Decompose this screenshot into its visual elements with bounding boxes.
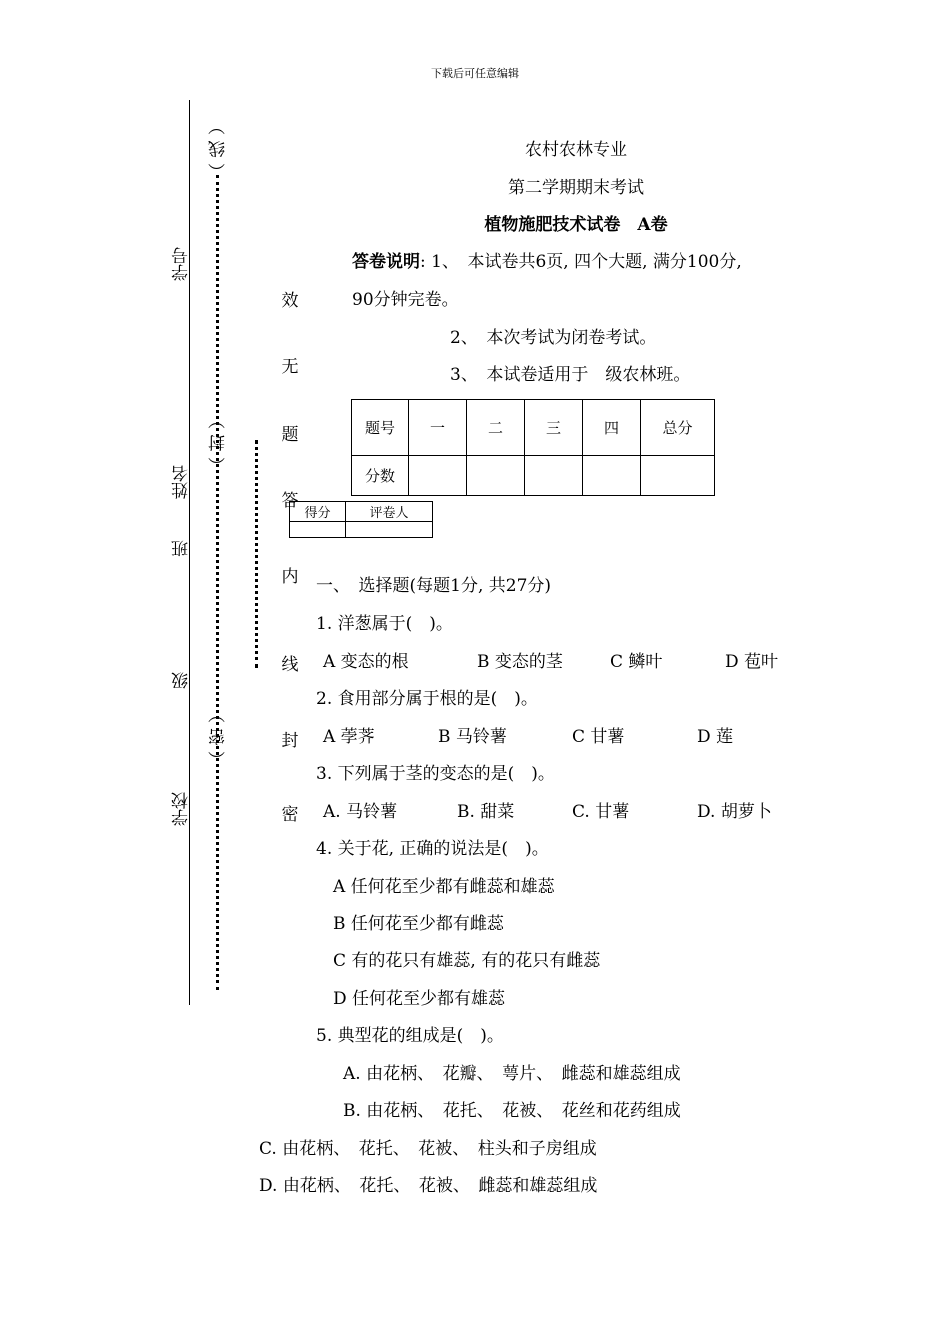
question-option: C. 甘薯 xyxy=(572,802,630,822)
grade-label: 级 xyxy=(172,672,192,689)
question-stem: 2. 食用部分属于根的是( )。 xyxy=(316,689,538,709)
mark-seal: （ 封 ） xyxy=(209,412,229,474)
score-header-cell: 三 xyxy=(525,400,583,456)
score-cell xyxy=(583,456,641,496)
question-option: D 苞叶 xyxy=(725,652,779,672)
question-option: A 变态的根 xyxy=(323,652,409,672)
question-option: A. 马铃薯 xyxy=(323,802,398,822)
score-table xyxy=(351,399,715,496)
warning-char: 题 xyxy=(281,425,299,445)
header-line1: 农村农林专业 xyxy=(525,140,627,160)
question-option: B. 由花柄、 花托、 花被、 花丝和花药组成 xyxy=(343,1101,681,1121)
question-option: B 马铃薯 xyxy=(438,727,507,747)
grader-cell xyxy=(346,522,433,538)
inner-dotted-line xyxy=(255,440,258,668)
question-option: D 任何花至少都有雄蕊 xyxy=(333,989,506,1009)
question-stem: 1. 洋葱属于( )。 xyxy=(316,614,453,634)
warning-char: 无 xyxy=(281,357,299,377)
question-option: D. 由花柄、 花托、 花被、 雌蕊和雄蕊组成 xyxy=(259,1176,598,1196)
watermark: 下载后可任意编辑 xyxy=(431,67,519,80)
score-header-cell: 四 xyxy=(583,400,641,456)
warning-char: 答 xyxy=(281,491,299,511)
warning-char: 内 xyxy=(281,567,299,587)
section-title: 一、 选择题(每题1分, 共27分) xyxy=(316,576,552,596)
score-header-cell: 总分 xyxy=(641,400,715,456)
instruction-item3: 3、 本试卷适用于 级农林班。 xyxy=(450,365,691,385)
question-stem: 3. 下列属于茎的变态的是( )。 xyxy=(316,764,555,784)
mark-line: （ 线 ） xyxy=(209,118,229,180)
score-row-label: 分数 xyxy=(352,456,409,496)
warning-char: 效 xyxy=(281,291,299,311)
question-option: A 任何花至少都有雌蕊和雄蕊 xyxy=(333,877,555,897)
score-cell xyxy=(641,456,715,496)
grader-table xyxy=(289,501,433,538)
question-stem: 5. 典型花的组成是( )。 xyxy=(316,1026,504,1046)
instruction-item1-cont: 90分钟完卷。 xyxy=(352,290,459,310)
question-option: D 莲 xyxy=(697,727,734,747)
instruction-item2: 2、 本次考试为闭卷考试。 xyxy=(450,328,657,348)
question-option: C 甘薯 xyxy=(572,727,625,747)
score-cell xyxy=(409,456,467,496)
score-header-cell: 二 xyxy=(467,400,525,456)
paper-title: 植物施肥技术试卷 A卷 xyxy=(484,215,668,235)
instruction-item1: : 1、 本试卷共6页, 四个大题, 满分100分, xyxy=(420,252,742,272)
warning-char: 封 xyxy=(281,731,299,751)
score-header-cell: 题号 xyxy=(352,400,409,456)
question-option: B. 甜菜 xyxy=(457,802,515,822)
warning-char: 线 xyxy=(281,655,299,675)
instructions-line1 xyxy=(352,252,742,272)
header-line2: 第二学期期末考试 xyxy=(508,178,644,198)
question-option: C 鳞叶 xyxy=(610,652,663,672)
score-cell xyxy=(467,456,525,496)
question-option: C 有的花只有雄蕊, 有的花只有雌蕊 xyxy=(333,951,601,971)
instructions-label: 答卷说明 xyxy=(352,252,420,272)
class-label: 班 xyxy=(172,540,192,557)
question-stem: 4. 关于花, 正确的说法是( )。 xyxy=(316,839,549,859)
question-option: A. 由花柄、 花瓣、 萼片、 雌蕊和雄蕊组成 xyxy=(343,1064,681,1084)
grader-header-cell: 评卷人 xyxy=(346,502,433,522)
binding-dotted-line xyxy=(216,175,219,990)
question-option: B 变态的茎 xyxy=(477,652,563,672)
grader-cell xyxy=(290,522,346,538)
name-label: 姓名 xyxy=(172,465,192,499)
question-option: D. 胡萝卜 xyxy=(697,802,772,822)
grader-header-cell: 得分 xyxy=(290,502,346,522)
score-header-cell: 一 xyxy=(409,400,467,456)
student-id-label: 学号 xyxy=(172,247,192,281)
question-option: A 荸荠 xyxy=(323,727,375,747)
mark-secret: （ 密 ） xyxy=(209,706,229,768)
school-label: 学校 xyxy=(172,792,192,826)
question-option: C. 由花柄、 花托、 花被、 柱头和子房组成 xyxy=(259,1139,597,1159)
score-cell xyxy=(525,456,583,496)
question-option: B 任何花至少都有雌蕊 xyxy=(333,914,504,934)
warning-char: 密 xyxy=(281,805,299,825)
